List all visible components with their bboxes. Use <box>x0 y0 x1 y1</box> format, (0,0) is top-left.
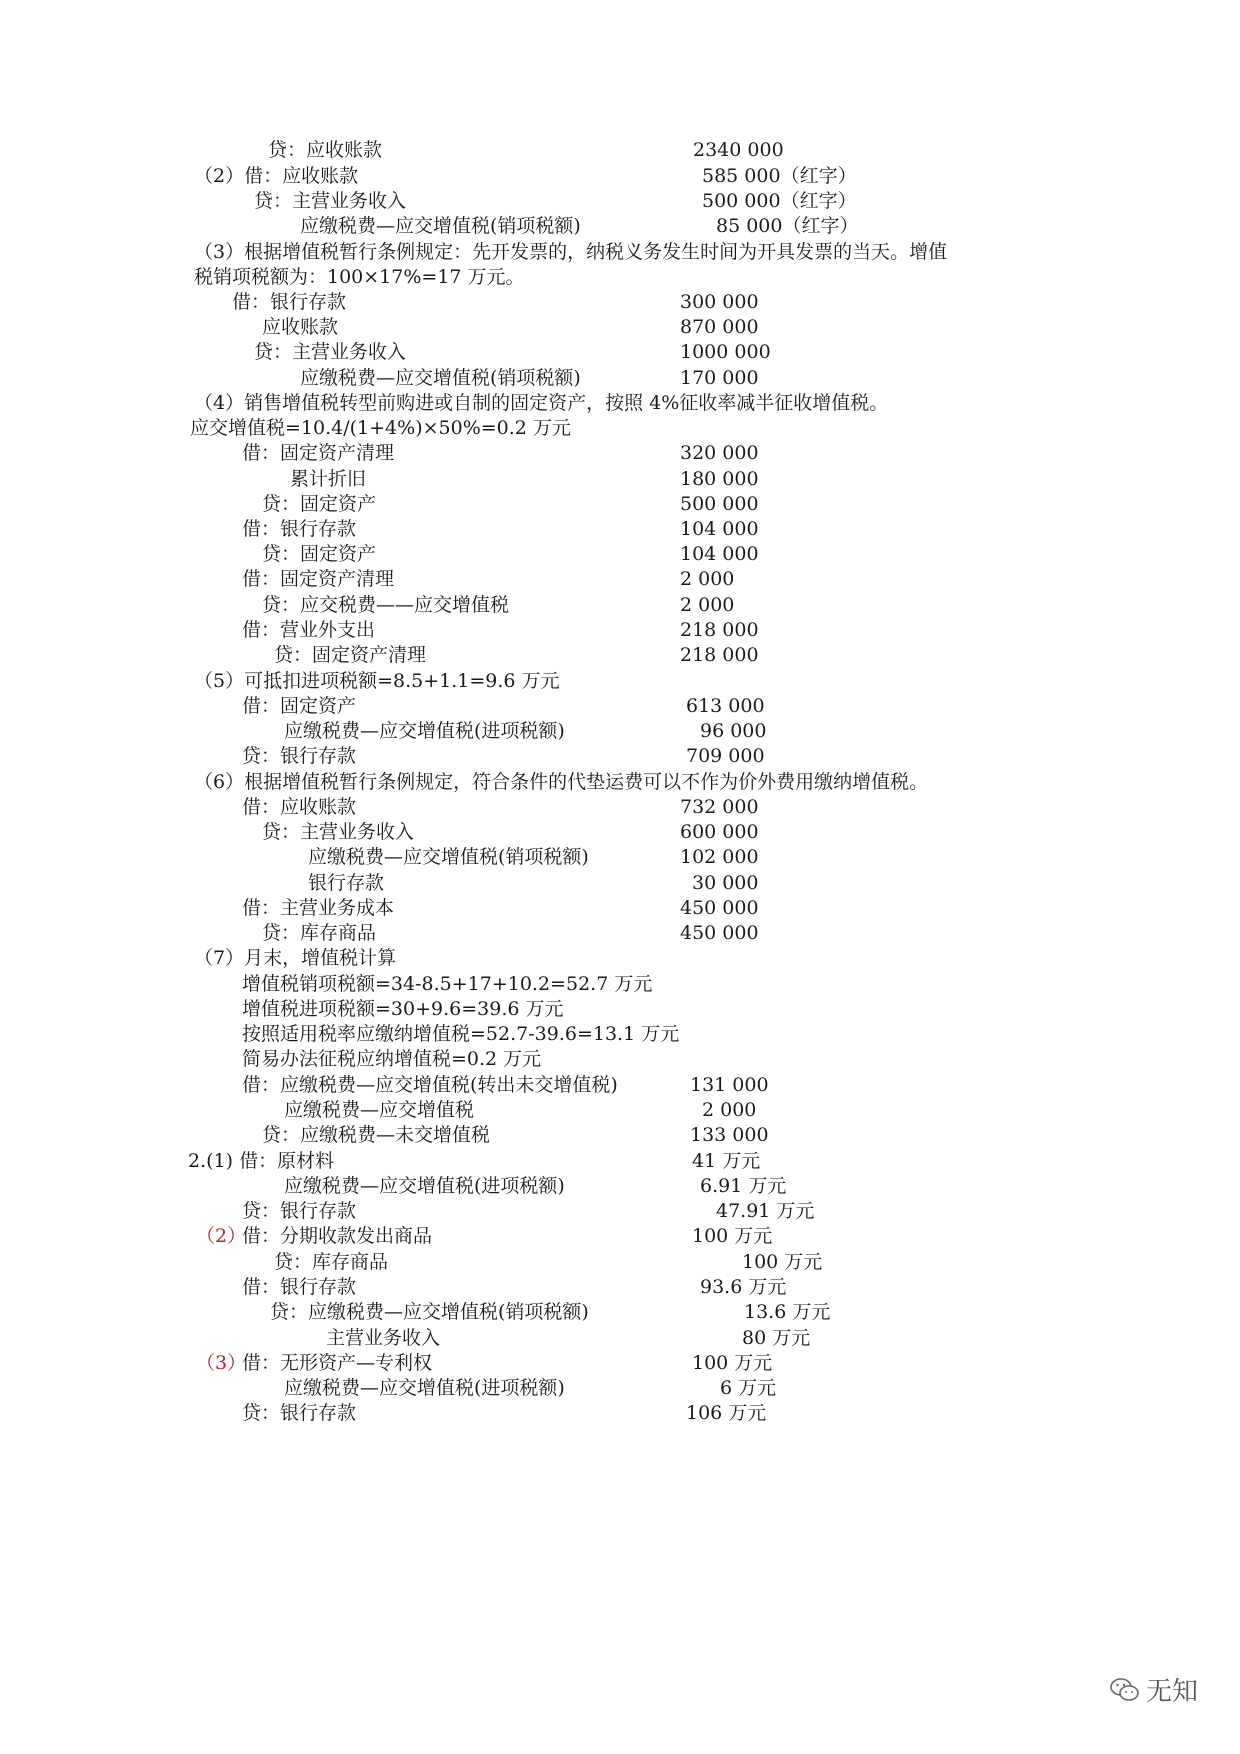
line-text: 借：固定资产清理 <box>242 442 395 464</box>
line-amount: 30 000 <box>692 872 759 894</box>
journal-line <box>0 465 1240 493</box>
line-amount: 218 000 <box>680 619 759 641</box>
line-text: 贷：固定资产 <box>262 543 377 565</box>
line-amount: 133 000 <box>690 1124 769 1146</box>
line-amount: 6.91 万元 <box>700 1175 787 1197</box>
line-amount: 102 000 <box>680 846 759 868</box>
line-text: 应收账款 <box>262 316 339 338</box>
journal-line <box>0 1121 1240 1149</box>
journal-line <box>0 818 1240 846</box>
line-text: （2）借：应收账款 <box>194 165 359 187</box>
journal-line <box>0 1045 1240 1073</box>
journal-line <box>0 768 1240 796</box>
line-amount: 104 000 <box>680 518 759 540</box>
journal-line <box>0 944 1240 972</box>
line-text: 贷：银行存款 <box>242 745 357 767</box>
journal-line <box>0 970 1240 998</box>
line-text: 简易办法征税应纳增值税=0.2 万元 <box>242 1048 542 1070</box>
journal-line <box>0 616 1240 644</box>
journal-line <box>0 869 1240 897</box>
line-text: 应缴税费—应交增值税(进项税额) <box>284 1175 565 1197</box>
line-amount: 600 000 <box>680 821 759 843</box>
line-amount: 1000 000 <box>680 341 771 363</box>
journal-line <box>0 414 1240 442</box>
journal-line <box>0 1248 1240 1276</box>
journal-line <box>0 1374 1240 1402</box>
line-text: 按照适用税率应缴纳增值税=52.7-39.6=13.1 万元 <box>242 1023 680 1045</box>
line-text: 应缴税费—应交增值税(销项税额) <box>308 846 589 868</box>
line-amount: 500 000 <box>680 493 759 515</box>
journal-line <box>0 1071 1240 1099</box>
line-amount: 6 万元 <box>720 1377 777 1399</box>
line-text: 应缴税费—应交增值税(进项税额) <box>284 720 565 742</box>
line-amount: 80 万元 <box>742 1327 811 1349</box>
line-text: 增值税进项税额=30+9.6=39.6 万元 <box>242 998 564 1020</box>
journal-line <box>0 540 1240 568</box>
line-text: 银行存款 <box>308 872 385 894</box>
line-text: 税销项税额为：100×17%=17 万元。 <box>194 266 525 288</box>
line-text: 借：应收账款 <box>242 796 357 818</box>
journal-line <box>0 212 1240 240</box>
journal-line <box>0 187 1240 215</box>
line-text: （5）可抵扣进项税额=8.5+1.1=9.6 万元 <box>194 670 560 692</box>
line-amount: 2 000 <box>702 1099 757 1121</box>
line-text: （6）根据增值税暂行条例规定，符合条件的代垫运费可以不作为价外费用缴纳增值税。 <box>194 771 929 793</box>
watermark <box>1110 1671 1198 1708</box>
journal-line <box>0 919 1240 947</box>
line-amount: 300 000 <box>680 291 759 313</box>
journal-line <box>0 717 1240 745</box>
line-amount: 709 000 <box>686 745 765 767</box>
line-text: 应缴税费—应交增值税(进项税额) <box>284 1377 565 1399</box>
line-amount: 106 万元 <box>686 1402 767 1424</box>
line-text: 贷：主营业务收入 <box>262 821 415 843</box>
line-text: 贷：主营业务收入 <box>254 341 407 363</box>
journal-line <box>0 515 1240 543</box>
line-amount: 85 000（红字） <box>716 215 859 237</box>
line-text: （3）根据增值税暂行条例规定：先开发票的，纳税义务发生时间为开具发票的当天。增值 <box>194 241 948 263</box>
journal-line <box>0 1349 1240 1377</box>
line-amount: 104 000 <box>680 543 759 565</box>
journal-line <box>0 389 1240 417</box>
line-text: 贷：应缴税费—未交增值税 <box>262 1124 491 1146</box>
line-text: 借：固定资产清理 <box>242 568 395 590</box>
line-amount: 47.91 万元 <box>716 1200 815 1222</box>
line-amount: 13.6 万元 <box>744 1301 831 1323</box>
line-text: 借：固定资产 <box>242 695 357 717</box>
line-text: 贷：应交税费——应交增值税 <box>262 594 510 616</box>
line-text: 贷：库存商品 <box>274 1251 389 1273</box>
line-text: 2.(1) 借：原材料 <box>188 1150 335 1172</box>
journal-line <box>0 162 1240 190</box>
line-amount: 93.6 万元 <box>700 1276 787 1298</box>
journal-line <box>0 1324 1240 1352</box>
journal-line <box>0 995 1240 1023</box>
line-amount: 2 000 <box>680 568 735 590</box>
line-text: 增值税销项税额=34-8.5+17+10.2=52.7 万元 <box>242 973 653 995</box>
journal-line <box>0 364 1240 392</box>
journal-line <box>0 263 1240 291</box>
watermark-text: 无知 <box>1145 1677 1198 1707</box>
line-amount: 100 万元 <box>742 1251 823 1273</box>
journal-line <box>0 238 1240 266</box>
journal-line <box>0 288 1240 316</box>
line-text: 应缴税费—应交增值税 <box>284 1099 475 1121</box>
line-amount: 218 000 <box>680 644 759 666</box>
line-text: 借：无形资产—专利权 <box>242 1352 433 1374</box>
journal-line <box>0 1172 1240 1200</box>
line-amount: 450 000 <box>680 897 759 919</box>
journal-line <box>0 843 1240 871</box>
line-amount: 450 000 <box>680 922 759 944</box>
journal-line <box>0 1147 1240 1175</box>
line-amount: 96 000 <box>700 720 767 742</box>
line-text: 贷：固定资产清理 <box>274 644 427 666</box>
item-number-label: （2） <box>196 1225 247 1247</box>
journal-line <box>0 1222 1240 1250</box>
line-text: 借：银行存款 <box>242 1276 357 1298</box>
journal-line <box>0 692 1240 720</box>
item-number-label: （3） <box>196 1352 247 1374</box>
line-text: （7）月末，增值税计算 <box>194 947 397 969</box>
line-text: 借：分期收款发出商品 <box>242 1225 433 1247</box>
line-text: 应缴税费—应交增值税(销项税额) <box>300 215 581 237</box>
journal-line <box>0 1197 1240 1225</box>
line-amount: 100 万元 <box>692 1225 773 1247</box>
line-amount: 100 万元 <box>692 1352 773 1374</box>
line-amount: 500 000（红字） <box>702 190 857 212</box>
journal-line <box>0 1399 1240 1427</box>
journal-line <box>0 1298 1240 1326</box>
line-amount: 2 000 <box>680 594 735 616</box>
line-text: 贷：固定资产 <box>262 493 377 515</box>
line-text: 借：银行存款 <box>242 518 357 540</box>
journal-line <box>0 565 1240 593</box>
journal-line <box>0 338 1240 366</box>
line-text: 贷：库存商品 <box>262 922 377 944</box>
line-amount: 180 000 <box>680 468 759 490</box>
line-text: 主营业务收入 <box>326 1327 441 1349</box>
line-amount: 41 万元 <box>692 1150 761 1172</box>
line-text: 累计折旧 <box>290 468 367 490</box>
journal-line <box>0 1096 1240 1124</box>
line-amount: 131 000 <box>690 1074 769 1096</box>
wechat-icon <box>1110 1677 1140 1703</box>
line-amount: 613 000 <box>686 695 765 717</box>
line-amount: 870 000 <box>680 316 759 338</box>
journal-line <box>0 313 1240 341</box>
journal-line <box>0 793 1240 821</box>
line-amount: 170 000 <box>680 367 759 389</box>
journal-line <box>0 667 1240 695</box>
journal-line <box>0 742 1240 770</box>
line-text: 贷：应收账款 <box>268 139 383 161</box>
journal-line <box>0 1273 1240 1301</box>
journal-line <box>0 591 1240 619</box>
journal-line <box>0 439 1240 467</box>
journal-line <box>0 136 1240 164</box>
journal-line <box>0 894 1240 922</box>
line-text: 贷：银行存款 <box>242 1402 357 1424</box>
line-amount: 585 000（红字） <box>702 165 857 187</box>
line-amount: 2340 000 <box>693 139 784 161</box>
journal-line <box>0 1020 1240 1048</box>
journal-line <box>0 641 1240 669</box>
line-text: 贷：银行存款 <box>242 1200 357 1222</box>
line-text: （4）销售增值税转型前购进或自制的固定资产，按照 4%征收率减半征收增值税。 <box>194 392 889 414</box>
line-amount: 320 000 <box>680 442 759 464</box>
line-text: 借：银行存款 <box>232 291 347 313</box>
line-amount: 732 000 <box>680 796 759 818</box>
line-text: 贷：主营业务收入 <box>254 190 407 212</box>
line-text: 借：营业外支出 <box>242 619 376 641</box>
line-text: 借：应缴税费—应交增值税(转出未交增值税) <box>242 1074 618 1096</box>
line-text: 应缴税费—应交增值税(销项税额) <box>300 367 581 389</box>
line-text: 应交增值税=10.4/(1+4%)×50%=0.2 万元 <box>190 417 571 439</box>
line-text: 贷：应缴税费—应交增值税(销项税额) <box>270 1301 589 1323</box>
journal-line <box>0 490 1240 518</box>
line-text: 借：主营业务成本 <box>242 897 395 919</box>
